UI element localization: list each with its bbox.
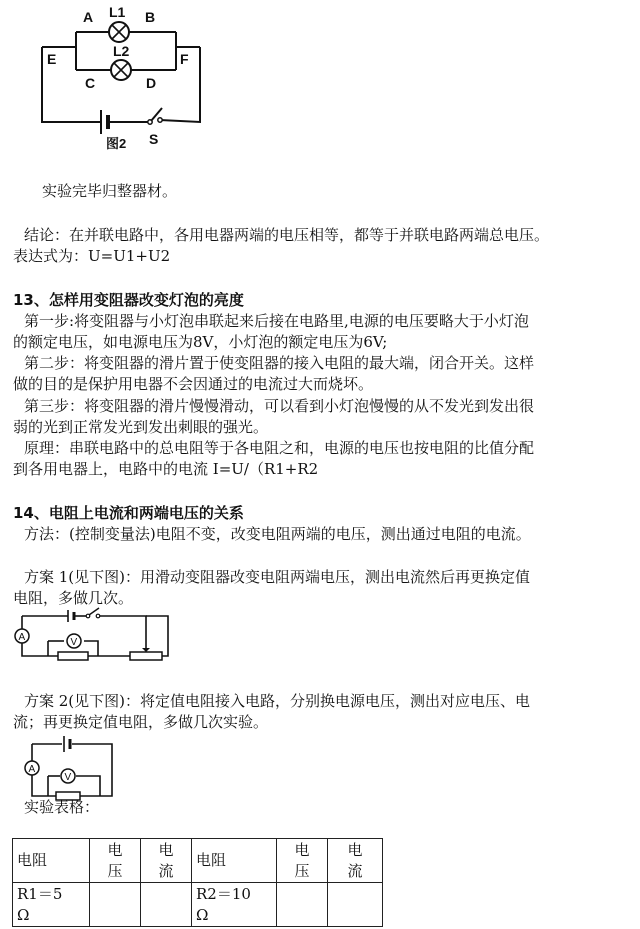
experiment-table (12, 838, 383, 927)
battery-icon (64, 736, 70, 752)
header-resistance-1: 电阻 (13, 839, 90, 883)
battery-icon (101, 110, 108, 134)
paragraph-formula: 表达式为：U=U1+U2 (13, 247, 171, 265)
header-resistance-2: 电阻 (192, 839, 277, 883)
voltmeter-icon (67, 634, 81, 648)
header-current-2: 电 流 (328, 839, 383, 883)
switch-icon (86, 608, 100, 618)
figure-2-circuit (0, 0, 220, 160)
resistor-icon (58, 652, 88, 660)
table-row (13, 883, 383, 927)
node-label-f: F (180, 51, 189, 67)
lamp-label-l2: L2 (113, 43, 130, 59)
s13-line-7: 原理：串联电路中的总电阻等于各电阻之和，电源的电压也按电阻的比值分配 (24, 439, 535, 457)
s13-line-6: 弱的光到正常发光到发出刺眼的强光。 (13, 418, 269, 436)
parallel-circuit-diagram (0, 0, 220, 160)
s13-line-3: 第二步：将变阻器的滑片置于使变阻器的接入电阻的最大端，闭合开关。这样 (24, 354, 535, 372)
plan1-circuit (0, 606, 180, 666)
header-voltage-2: 电 压 (277, 839, 328, 883)
plan2-circuit-diagram (0, 730, 140, 802)
section-14-heading: 14、电阻上电流和两端电压的关系 (13, 504, 244, 522)
s14-method: 方法：(控制变量法)电阻不变，改变电阻两端的电压，测出通过电阻的电流。 (24, 525, 531, 543)
svg-text:A: A (18, 632, 26, 643)
node-label-e: E (47, 51, 57, 67)
svg-text:V: V (70, 637, 78, 648)
cell-empty (90, 883, 141, 927)
node-label-d: D (146, 75, 157, 91)
switch-s-icon (148, 108, 162, 124)
s13-line-2: 的额定电压，如电源电压为8V，小灯泡的额定电压为6V; (13, 333, 388, 351)
s13-line-1: 第一步:将变阻器与小灯泡串联起来后接在电路里,电源的电压要略大于小灯泡 (24, 312, 529, 330)
ammeter-icon (15, 629, 29, 643)
node-label-a: A (83, 9, 94, 25)
cell-empty (141, 883, 192, 927)
ammeter-icon (25, 761, 39, 775)
plan2-circuit (0, 730, 140, 802)
lamp-label-l1: L1 (109, 4, 126, 20)
s14-plan1-line-2: 电阻，多做几次。 (13, 589, 134, 607)
s13-line-8: 到各用电器上，电路中的电流 I=U/（R1+R2 (13, 460, 319, 478)
svg-text:A: A (28, 764, 36, 775)
lamp-l1-icon (109, 22, 129, 42)
paragraph-conclusion: 结论：在并联电路中，各用电器两端的电压相等，都等于并联电路两端总电压。 (24, 226, 550, 244)
cell-empty (277, 883, 328, 927)
s14-plan2-line-1: 方案 2(见下图)：将定值电阻接入电路，分别换电源电压，测出对应电压、电 (24, 692, 531, 710)
s13-line-5: 第三步：将变阻器的滑片慢慢滑动，可以看到小灯泡慢慢的从不发光到发出很 (24, 397, 535, 415)
s14-plan1-line-1: 方案 1(见下图)：用滑动变阻器改变电阻两端电压，测出电流然后再更换定值 (24, 568, 531, 586)
figure-caption: 图2 (106, 136, 127, 151)
table-caption: 实验表格： (24, 798, 100, 816)
cell-r1: R1＝5 Ω (13, 883, 90, 927)
s14-plan2-line-2: 流；再更换定值电阻，多做几次实验。 (13, 713, 269, 731)
rheostat-icon (130, 652, 162, 660)
cell-empty (328, 883, 383, 927)
node-label-b: B (145, 9, 156, 25)
node-label-c: C (85, 75, 96, 91)
voltmeter-icon (61, 769, 75, 783)
lamp-l2-icon (111, 60, 131, 80)
paragraph-cleanup: 实验完毕归整器材。 (42, 182, 178, 200)
switch-label-s: S (149, 131, 159, 147)
header-voltage-1: 电 压 (90, 839, 141, 883)
battery-icon (68, 610, 74, 622)
section-13-heading: 13、怎样用变阻器改变灯泡的亮度 (13, 291, 244, 309)
s13-line-4: 做的目的是保护用电器不会因通过的电流过大而烧坏。 (13, 375, 374, 393)
svg-text:V: V (64, 772, 72, 783)
header-current-1: 电 流 (141, 839, 192, 883)
plan1-circuit-diagram (0, 606, 180, 666)
cell-r2: R2＝10 Ω (192, 883, 277, 927)
table-header-row (13, 839, 383, 883)
